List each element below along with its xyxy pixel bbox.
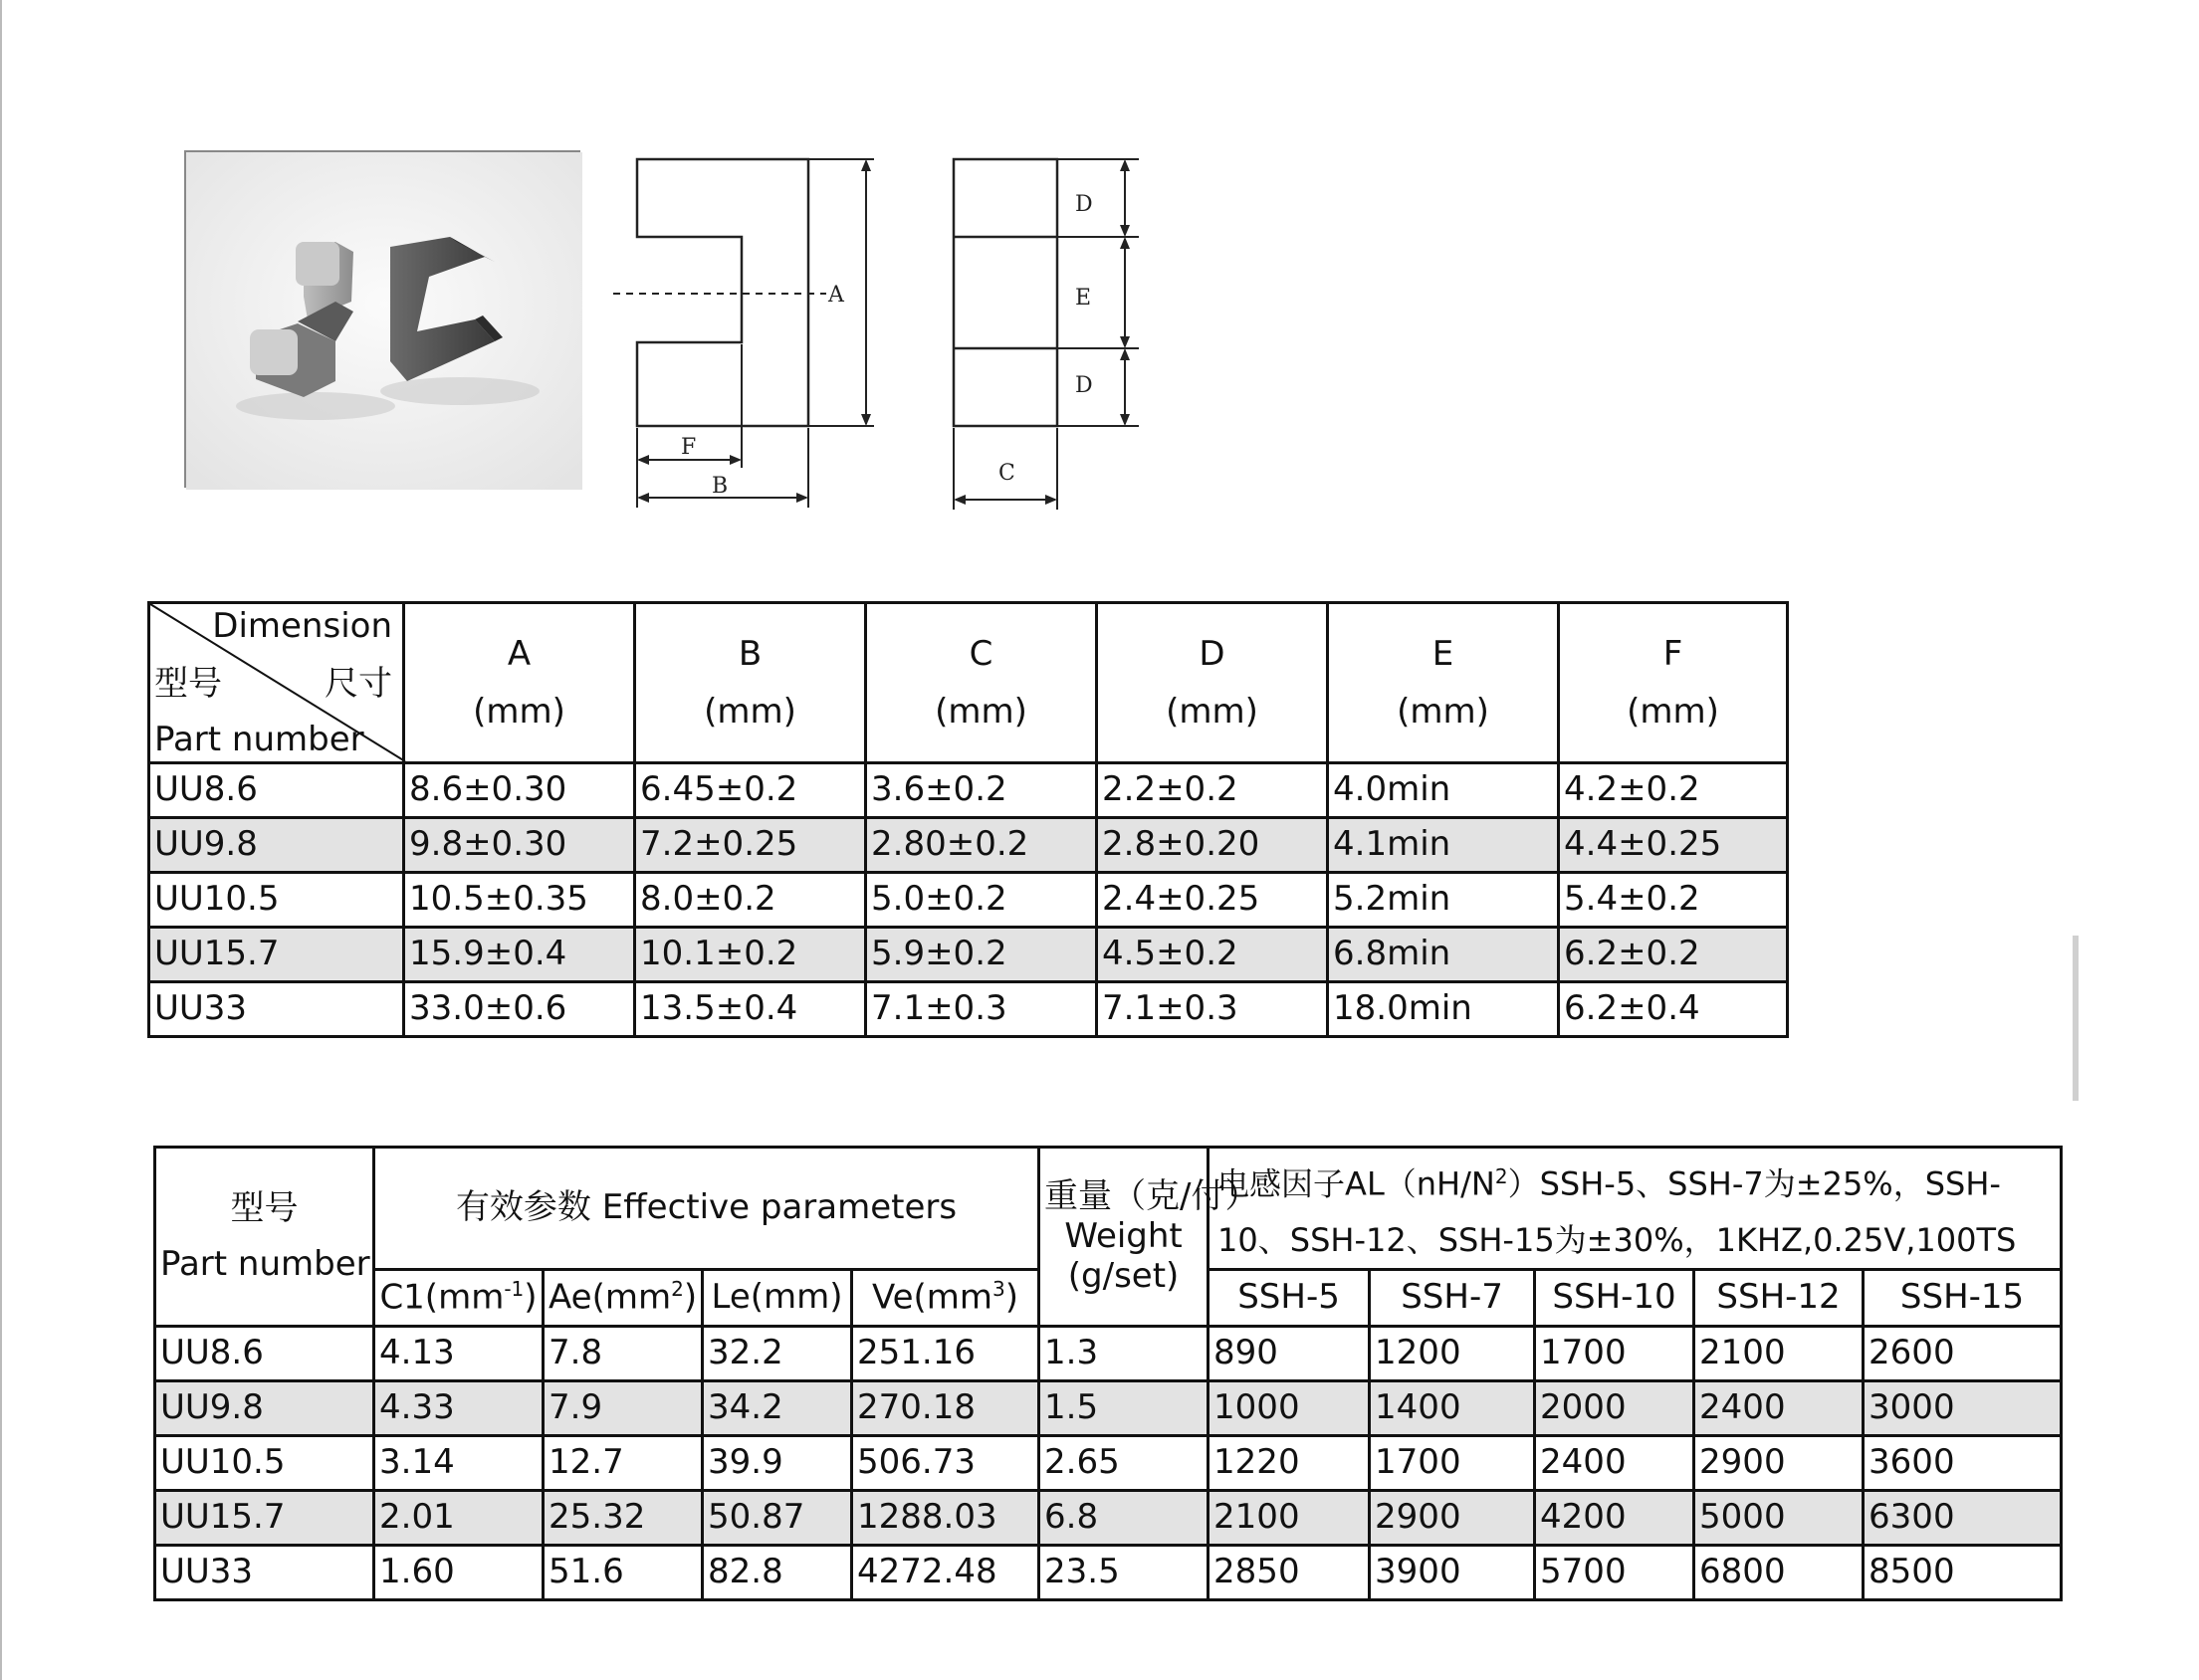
weight-header: 重量（克/付） Weight (g/set) bbox=[1039, 1148, 1209, 1327]
parameters-header-row-1 bbox=[155, 1148, 2062, 1270]
table-cell: 5.0±0.2 bbox=[866, 873, 1097, 928]
table-cell: 6.45±0.2 bbox=[635, 763, 866, 818]
table-cell: 4200 bbox=[1535, 1490, 1694, 1545]
table-cell: 5.2min bbox=[1328, 873, 1559, 928]
table-cell: 1700 bbox=[1370, 1435, 1535, 1490]
c1-header: $C1(mm^{-1})$ bbox=[374, 1269, 544, 1326]
table-cell: 3900 bbox=[1370, 1545, 1535, 1599]
table-row bbox=[155, 1326, 2062, 1380]
table-cell: 1700 bbox=[1535, 1326, 1694, 1380]
table-cell: 2100 bbox=[1209, 1490, 1370, 1545]
table-cell: 6.2±0.2 bbox=[1559, 928, 1788, 982]
part-number-cell: UU10.5 bbox=[155, 1435, 374, 1490]
table-cell: 1288.03 bbox=[852, 1490, 1039, 1545]
inductance-factor-header: 电感因子$AL(nH/N^2)SSH-5$、SSH-7为±25%，SSH-10、SSH-12、SSH-15为±30%，1KHZ,0.25V,100TS bbox=[1209, 1148, 2062, 1270]
table-cell: 33.0±0.6 bbox=[404, 982, 635, 1037]
table-cell: 8.0±0.2 bbox=[635, 873, 866, 928]
part-number-cell: UU8.6 bbox=[155, 1326, 374, 1380]
table-cell: 2000 bbox=[1535, 1380, 1694, 1435]
table-cell: 34.2 bbox=[703, 1380, 852, 1435]
table-cell: 1220 bbox=[1209, 1435, 1370, 1490]
table-cell: 6800 bbox=[1694, 1545, 1864, 1599]
table-cell: 2.65 bbox=[1039, 1435, 1209, 1490]
dim-label-a: A bbox=[828, 283, 844, 308]
material-header-ssh12: SSH-12 bbox=[1694, 1269, 1864, 1326]
table-cell: 7.2±0.25 bbox=[635, 818, 866, 873]
table-cell: 7.1±0.3 bbox=[1097, 982, 1328, 1037]
table-row bbox=[155, 1380, 2062, 1435]
table-cell: 9.8±0.30 bbox=[404, 818, 635, 873]
le-header: Le(mm) bbox=[703, 1269, 852, 1326]
table-cell: 50.87 bbox=[703, 1490, 852, 1545]
table-cell: 4.5±0.2 bbox=[1097, 928, 1328, 982]
part-number-cell: UU15.7 bbox=[155, 1490, 374, 1545]
table-cell: 4272.48 bbox=[852, 1545, 1039, 1599]
col-header-b: B (mm) bbox=[635, 603, 866, 763]
table-cell: 1.5 bbox=[1039, 1380, 1209, 1435]
dim-label-e: E bbox=[1075, 286, 1092, 311]
table-cell: 8500 bbox=[1864, 1545, 2062, 1599]
table-cell: 890 bbox=[1209, 1326, 1370, 1380]
part-number-cell: UU33 bbox=[155, 1545, 374, 1599]
table-row bbox=[155, 1435, 2062, 1490]
table-cell: 2.8±0.20 bbox=[1097, 818, 1328, 873]
dim-label-d-top: D bbox=[1075, 192, 1093, 217]
col-header-e: E (mm) bbox=[1328, 603, 1559, 763]
table-cell: 18.0min bbox=[1328, 982, 1559, 1037]
ae-header: $Ae(mm^2)$ bbox=[544, 1269, 703, 1326]
table-cell: 4.4±0.25 bbox=[1559, 818, 1788, 873]
col-header-f: F (mm) bbox=[1559, 603, 1788, 763]
table-cell: 7.9 bbox=[544, 1380, 703, 1435]
table-cell: 3.14 bbox=[374, 1435, 544, 1490]
table-row bbox=[149, 818, 1788, 873]
table-cell: 3000 bbox=[1864, 1380, 2062, 1435]
table-cell: 506.73 bbox=[852, 1435, 1039, 1490]
corner-model-zh: 型号 bbox=[154, 664, 222, 704]
table-cell: 7.1±0.3 bbox=[866, 982, 1097, 1037]
material-header-ssh10: SSH-10 bbox=[1535, 1269, 1694, 1326]
table-cell: 2400 bbox=[1535, 1435, 1694, 1490]
table-cell: 3600 bbox=[1864, 1435, 2062, 1490]
table-cell: 3.6±0.2 bbox=[866, 763, 1097, 818]
table-cell: 2900 bbox=[1370, 1490, 1535, 1545]
dimension-table bbox=[147, 601, 1789, 1038]
parameters-table bbox=[153, 1146, 2063, 1601]
table-cell: 6300 bbox=[1864, 1490, 2062, 1545]
col-header-a: A (mm) bbox=[404, 603, 635, 763]
table-row bbox=[149, 763, 1788, 818]
table-cell: 5700 bbox=[1535, 1545, 1694, 1599]
table-cell: 10.5±0.35 bbox=[404, 873, 635, 928]
table-row bbox=[155, 1490, 2062, 1545]
part-number-cell: UU33 bbox=[149, 982, 404, 1037]
part-number-cell: UU9.8 bbox=[149, 818, 404, 873]
material-header-ssh7: SSH-7 bbox=[1370, 1269, 1535, 1326]
material-header-ssh15: SSH-15 bbox=[1864, 1269, 2062, 1326]
table-cell: 4.13 bbox=[374, 1326, 544, 1380]
part-number-cell: UU15.7 bbox=[149, 928, 404, 982]
ferrite-core-photo bbox=[186, 152, 582, 490]
table-cell: 1400 bbox=[1370, 1380, 1535, 1435]
table-cell: 5000 bbox=[1694, 1490, 1864, 1545]
part-number-cell: UU8.6 bbox=[149, 763, 404, 818]
table-cell: 4.33 bbox=[374, 1380, 544, 1435]
dim-label-b: B bbox=[712, 474, 729, 499]
table-cell: 270.18 bbox=[852, 1380, 1039, 1435]
table-cell: 6.2±0.4 bbox=[1559, 982, 1788, 1037]
table-cell: 2.4±0.25 bbox=[1097, 873, 1328, 928]
table-cell: 8.6±0.30 bbox=[404, 763, 635, 818]
table-cell: 2400 bbox=[1694, 1380, 1864, 1435]
part-number-cell: UU10.5 bbox=[149, 873, 404, 928]
table-cell: 5.9±0.2 bbox=[866, 928, 1097, 982]
table-cell: 7.8 bbox=[544, 1326, 703, 1380]
table-cell: 2.80±0.2 bbox=[866, 818, 1097, 873]
table-cell: 10.1±0.2 bbox=[635, 928, 866, 982]
table-cell: 2.2±0.2 bbox=[1097, 763, 1328, 818]
table-row bbox=[149, 928, 1788, 982]
table-cell: 25.32 bbox=[544, 1490, 703, 1545]
table-row bbox=[155, 1545, 2062, 1599]
table-cell: 6.8min bbox=[1328, 928, 1559, 982]
corner-dimension-label: Dimension bbox=[212, 606, 392, 646]
table-cell: 12.7 bbox=[544, 1435, 703, 1490]
page-side-mark bbox=[2073, 936, 2079, 1101]
model-header: 型号 Part number bbox=[155, 1148, 374, 1327]
table-cell: 39.9 bbox=[703, 1435, 852, 1490]
table-cell: 2850 bbox=[1209, 1545, 1370, 1599]
dim-label-c: C bbox=[998, 461, 1015, 486]
product-photo bbox=[184, 150, 580, 488]
table-cell: 2900 bbox=[1694, 1435, 1864, 1490]
dimension-corner-cell bbox=[149, 603, 404, 763]
table-cell: 1000 bbox=[1209, 1380, 1370, 1435]
table-cell: 32.2 bbox=[703, 1326, 852, 1380]
table-cell: 251.16 bbox=[852, 1326, 1039, 1380]
table-row bbox=[149, 873, 1788, 928]
ve-header: $Ve(mm^3)$ bbox=[852, 1269, 1039, 1326]
table-cell: 4.1min bbox=[1328, 818, 1559, 873]
table-cell: 2.01 bbox=[374, 1490, 544, 1545]
page-left-rule bbox=[0, 0, 2, 1680]
col-header-d: D (mm) bbox=[1097, 603, 1328, 763]
corner-part-number: Part number bbox=[154, 720, 364, 759]
material-header-ssh5: SSH-5 bbox=[1209, 1269, 1370, 1326]
table-cell: 15.9±0.4 bbox=[404, 928, 635, 982]
table-cell: 2600 bbox=[1864, 1326, 2062, 1380]
table-cell: 1.3 bbox=[1039, 1326, 1209, 1380]
table-cell: 5.4±0.2 bbox=[1559, 873, 1788, 928]
table-cell: 6.8 bbox=[1039, 1490, 1209, 1545]
table-cell: 1200 bbox=[1370, 1326, 1535, 1380]
effective-parameters-header: 有效参数 Effective parameters bbox=[374, 1148, 1039, 1270]
table-cell: 23.5 bbox=[1039, 1545, 1209, 1599]
table-row bbox=[149, 982, 1788, 1037]
col-header-c: C (mm) bbox=[866, 603, 1097, 763]
table-cell: 4.0min bbox=[1328, 763, 1559, 818]
table-cell: 51.6 bbox=[544, 1545, 703, 1599]
table-cell: 2100 bbox=[1694, 1326, 1864, 1380]
table-cell: 4.2±0.2 bbox=[1559, 763, 1788, 818]
dim-label-d-bottom: D bbox=[1075, 373, 1093, 398]
part-number-cell: UU9.8 bbox=[155, 1380, 374, 1435]
corner-size-zh: 尺寸 bbox=[325, 664, 392, 704]
dimension-header-row bbox=[149, 603, 1788, 763]
table-cell: 1.60 bbox=[374, 1545, 544, 1599]
table-cell: 82.8 bbox=[703, 1545, 852, 1599]
table-cell: 13.5±0.4 bbox=[635, 982, 866, 1037]
dim-label-f: F bbox=[681, 435, 697, 460]
